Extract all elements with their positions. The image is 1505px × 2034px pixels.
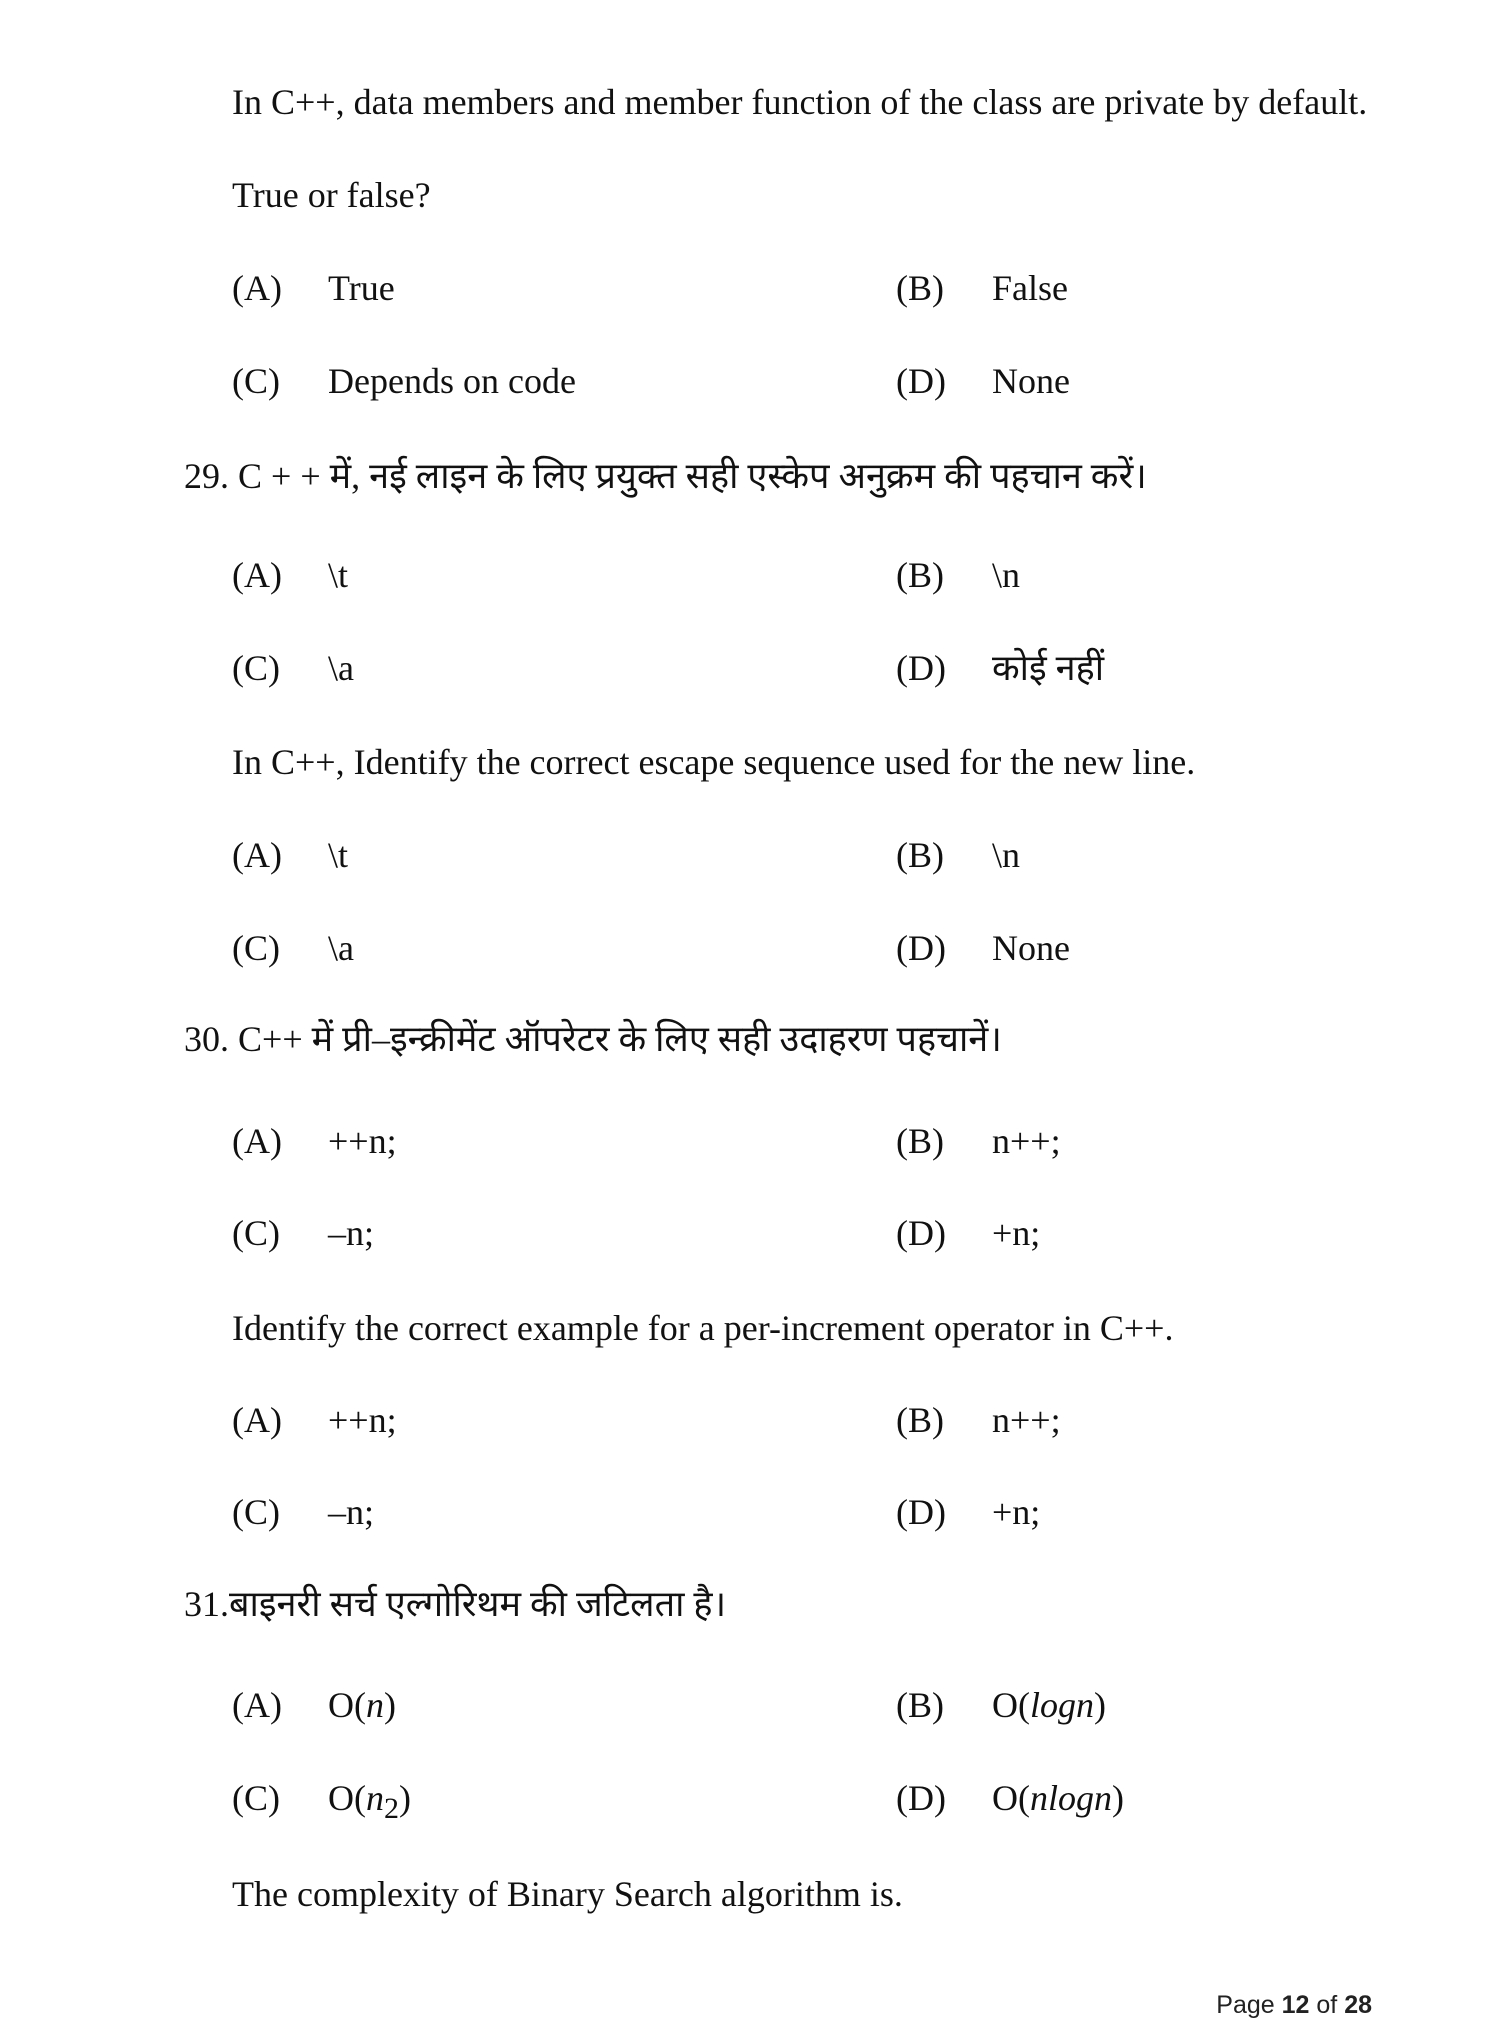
option-key: (C) [232, 1778, 280, 1818]
option-text: \t [328, 555, 349, 595]
option-key: (C) [232, 1213, 280, 1253]
option-key: (A) [232, 268, 282, 308]
formula-suffix: ) [399, 1778, 411, 1818]
formula-prefix: O( [328, 1685, 366, 1725]
option-text: +n; [992, 1213, 1041, 1253]
option-key: (D) [896, 1213, 946, 1253]
option-text: ++n; [328, 1121, 397, 1161]
option-key: (B) [896, 555, 944, 595]
option-formula [992, 1776, 1124, 1831]
q30-hindi-stem: 30. C++ में प्री–इन्क्रीमेंट ऑपरेटर के लिए सही उदाहरण पहचानें। [184, 1019, 1002, 1059]
option-text: \n [992, 835, 1021, 875]
formula-math: n [366, 1685, 384, 1725]
of-word: of [1316, 1991, 1338, 2019]
option-formula [328, 1776, 411, 1831]
q29-english-stem: In C++, Identify the correct escape sequence used for the new line. [232, 742, 1196, 782]
option-text: n++; [992, 1400, 1061, 1440]
formula-math: n [366, 1778, 384, 1818]
option-text: \n [992, 555, 1021, 595]
formula-math: nlogn [1030, 1778, 1113, 1818]
q31-english-stem: The complexity of Binary Search algorithm is. [232, 1874, 903, 1914]
page-number [1216, 1990, 1372, 2020]
option-text: None [992, 928, 1070, 968]
q30-english-stem: Identify the correct example for a per-increment operator in C++. [232, 1308, 1174, 1348]
option-key: (D) [896, 361, 946, 401]
option-text: n++; [992, 1121, 1061, 1161]
current-page: 12 [1281, 1991, 1310, 2019]
q28-english-stem-line2: True or false? [232, 175, 431, 215]
option-text: +n; [992, 1492, 1041, 1532]
option-key: (D) [896, 1492, 946, 1532]
option-key: (B) [896, 835, 944, 875]
formula-suffix: ) [384, 1685, 396, 1725]
option-key: (C) [232, 1492, 280, 1532]
formula-subscript: 2 [384, 1792, 399, 1826]
option-key: (D) [896, 648, 946, 688]
option-key: (B) [896, 1400, 944, 1440]
option-key: (A) [232, 1685, 282, 1725]
option-key: (C) [232, 928, 280, 968]
option-key: (B) [896, 268, 944, 308]
option-text: –n; [328, 1213, 375, 1253]
q29-hindi-stem: 29. C + + में, नई लाइन के लिए प्रयुक्त सही एस्केप अनुक्रम की पहचान करें। [184, 456, 1147, 496]
option-text: True [328, 268, 395, 308]
option-key: (A) [232, 835, 282, 875]
q28-english-stem-line1: In C++, data members and member function of the class are private by default. [232, 82, 1368, 122]
option-key: (C) [232, 648, 280, 688]
formula-suffix: ) [1112, 1778, 1125, 1818]
page-word: Page [1216, 1991, 1275, 2019]
formula-math: logn [1030, 1685, 1095, 1725]
formula-prefix: O( [992, 1685, 1030, 1725]
option-key: (B) [896, 1121, 944, 1161]
option-text: \a [328, 648, 354, 688]
option-text: –n; [328, 1492, 375, 1532]
total-pages: 28 [1344, 1991, 1372, 2019]
option-key: (B) [896, 1685, 944, 1725]
option-text: \t [328, 835, 349, 875]
option-text: False [992, 268, 1068, 308]
formula-prefix: O( [328, 1778, 366, 1818]
formula-suffix: ) [1094, 1685, 1107, 1725]
option-text: ++n; [328, 1400, 397, 1440]
q31-hindi-stem: 31.बाइनरी सर्च एल्गोरिथम की जटिलता है। [184, 1584, 727, 1624]
option-text: \a [328, 928, 354, 968]
option-text: None [992, 361, 1070, 401]
option-key: (D) [896, 1778, 946, 1818]
option-formula [992, 1683, 1106, 1738]
option-formula [328, 1683, 396, 1738]
option-key: (A) [232, 555, 282, 595]
option-key: (C) [232, 361, 280, 401]
option-key: (A) [232, 1400, 282, 1440]
option-text: कोई नहीं [992, 648, 1105, 688]
option-key: (D) [896, 928, 946, 968]
option-key: (A) [232, 1121, 282, 1161]
option-text: Depends on code [328, 361, 576, 401]
formula-prefix: O( [992, 1778, 1030, 1818]
